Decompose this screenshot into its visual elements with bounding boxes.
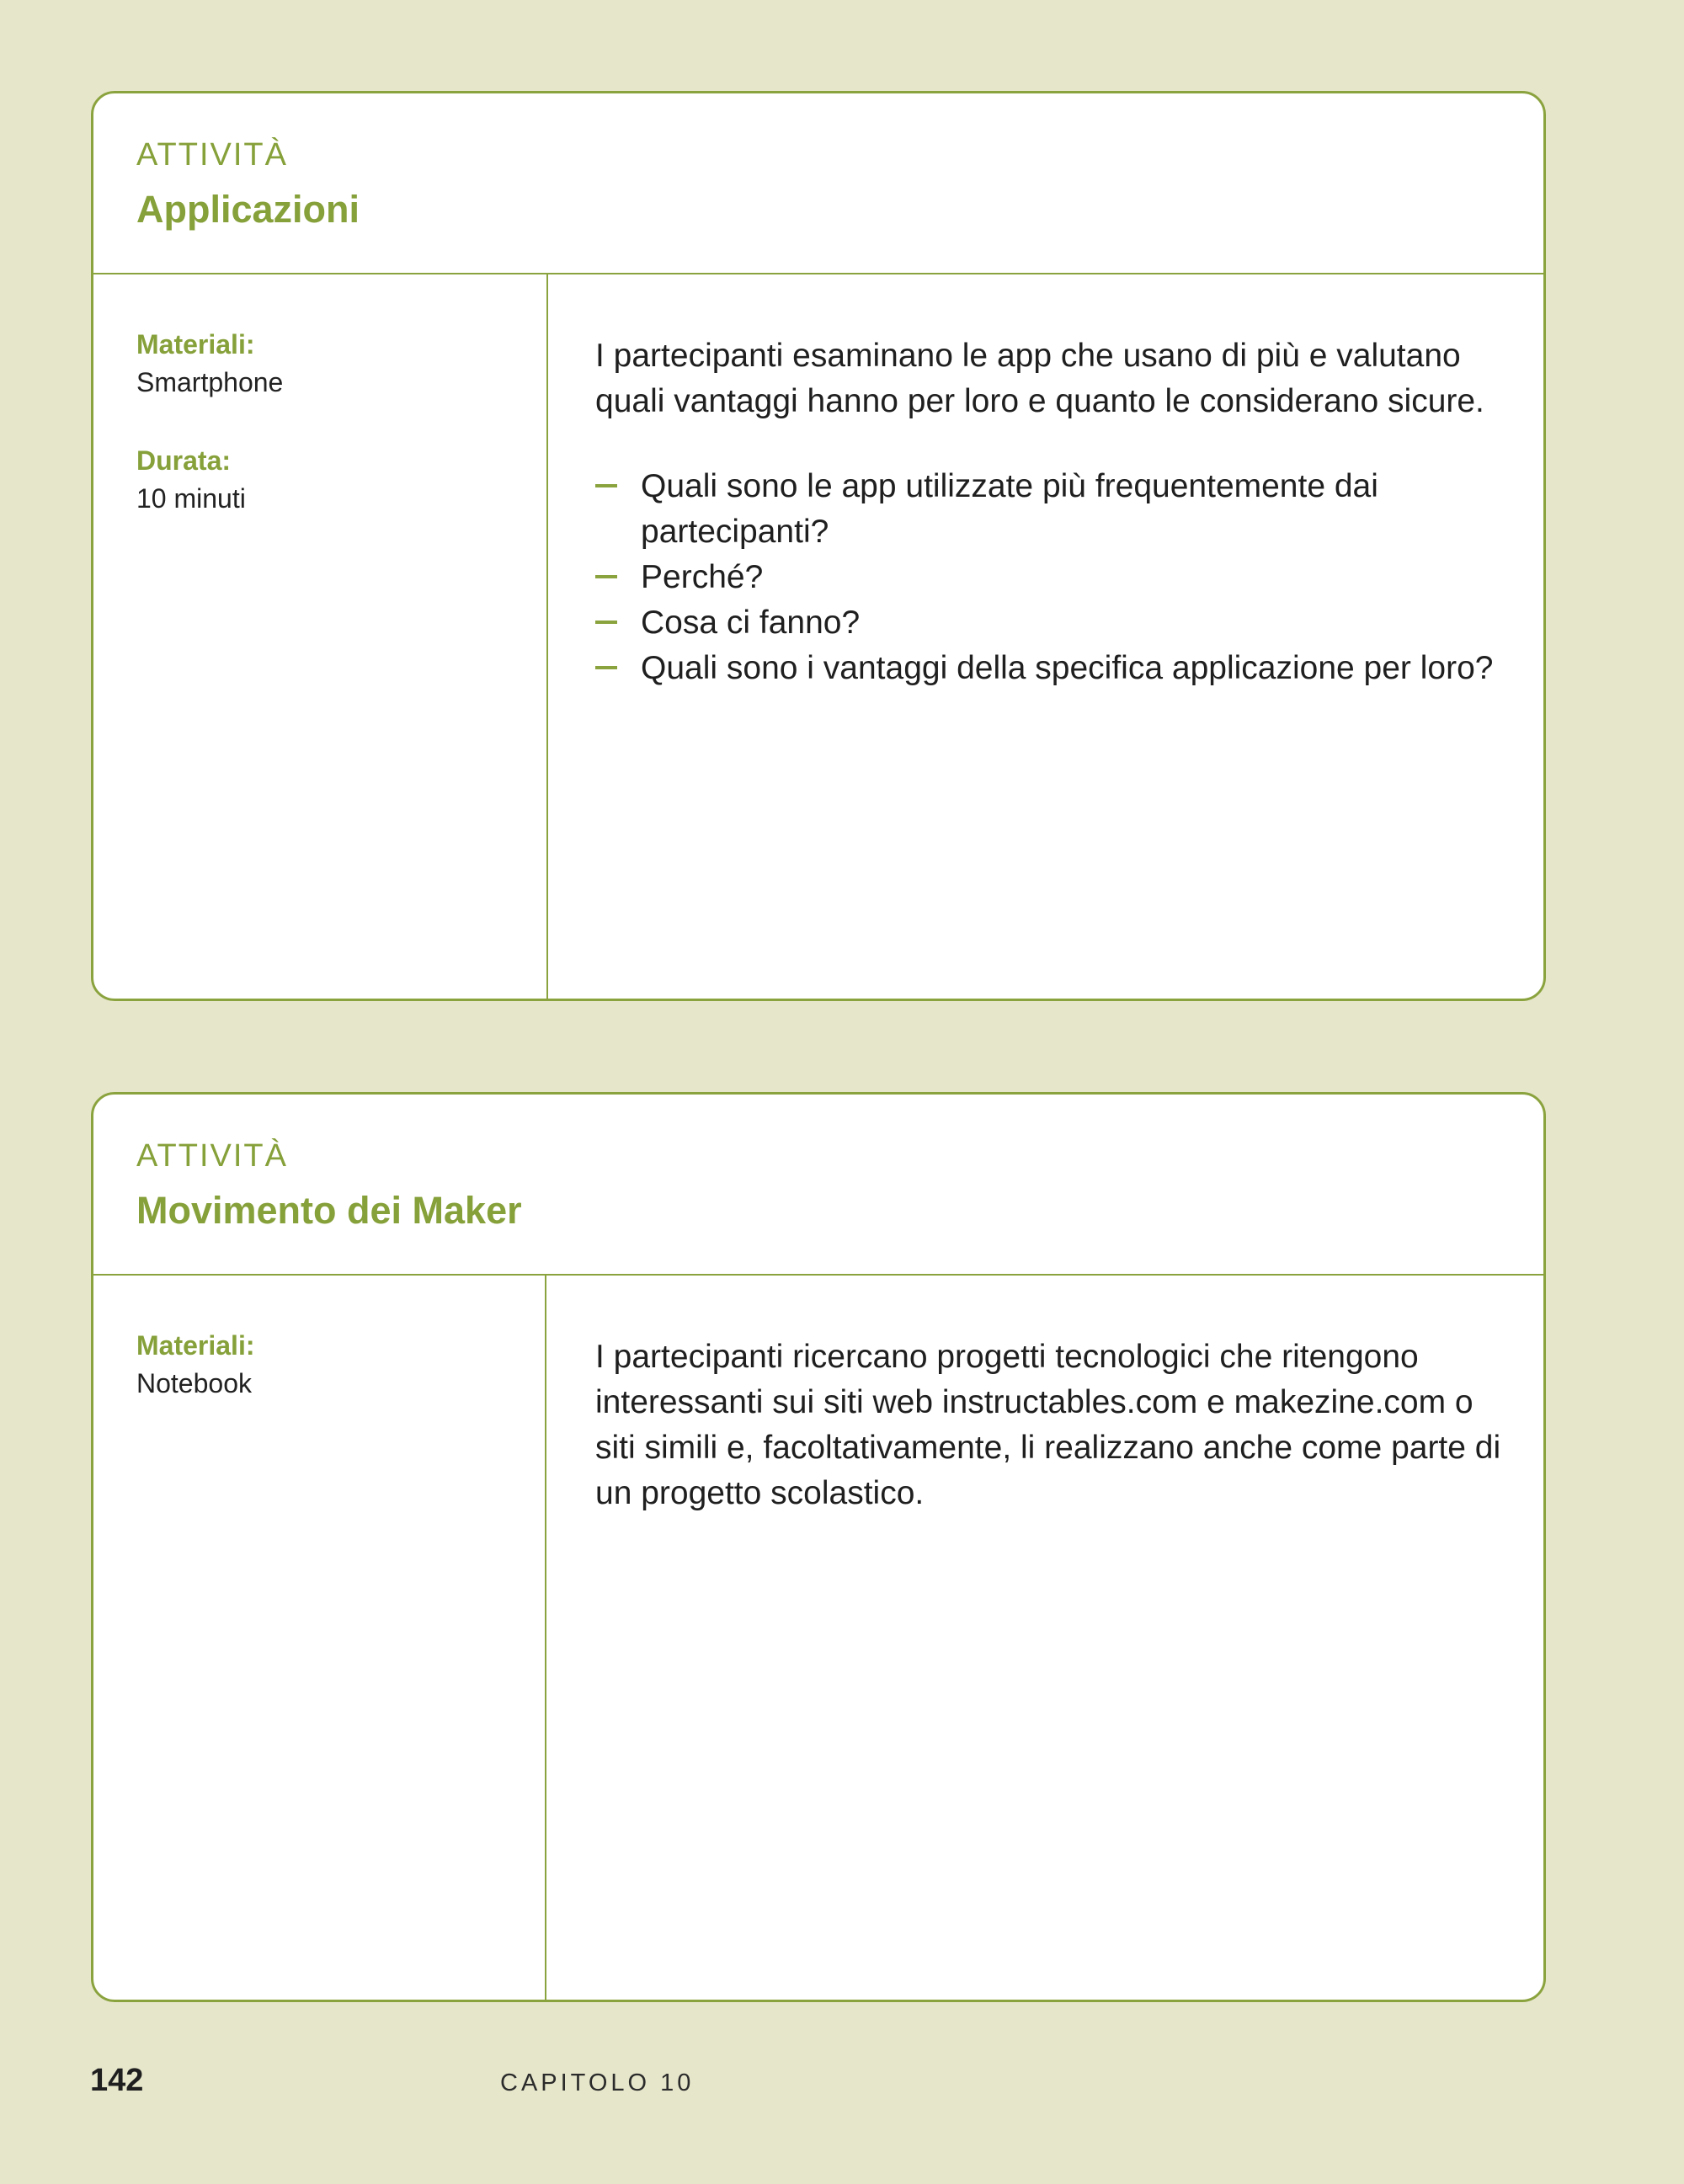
question-text: Perché? <box>641 559 764 595</box>
page-number: 142 <box>90 2063 144 2098</box>
question-text: Cosa ci fanno? <box>641 605 861 641</box>
activity-title: Movimento dei Maker <box>136 1189 522 1232</box>
materials-label: Materiali: <box>136 1330 255 1361</box>
activity-kicker: ATTIVITÀ <box>136 137 288 173</box>
chapter-label: CAPITOLO 10 <box>500 2069 695 2096</box>
question-item <box>595 555 1505 600</box>
activity-content <box>595 274 1501 999</box>
activity-header <box>93 1095 1543 1276</box>
activity-kicker: ATTIVITÀ <box>136 1138 288 1174</box>
activity-description: I partecipanti esaminano le app che usano di più e valutano quali vantaggi hanno per loro e quanto le considerano sicure. <box>595 338 1484 419</box>
activity-sidebar <box>93 1276 546 2000</box>
dash-bullet-icon <box>595 575 617 578</box>
dash-bullet-icon <box>595 621 617 624</box>
duration-label: Durata: <box>136 445 232 476</box>
materials-label: Materiali: <box>136 329 255 360</box>
question-text: Quali sono i vantaggi della specifica applicazione per loro? <box>641 650 1494 686</box>
activity-card-maker <box>91 1092 1546 2002</box>
dash-bullet-icon <box>595 484 617 487</box>
question-item <box>595 464 1505 555</box>
activity-sidebar <box>93 274 548 999</box>
activity-header <box>93 93 1543 274</box>
question-item <box>595 646 1505 691</box>
activity-card-applicazioni <box>91 91 1546 1001</box>
duration-value: 10 minuti <box>136 483 246 514</box>
question-text: Quali sono le app utilizzate più frequentemente dai partecipanti? <box>641 468 1378 550</box>
materials-value: Notebook <box>136 1368 252 1398</box>
activity-title: Applicazioni <box>136 188 360 231</box>
question-item <box>595 600 1505 646</box>
question-list <box>595 464 1505 691</box>
activity-description: I partecipanti ricercano progetti tecnologici che ritengono interessanti sui siti web instructables.com e makezine.com o siti simili e, facoltativamente, li realizzano anche come parte di un progetto scolastico. <box>595 1339 1501 1511</box>
dash-bullet-icon <box>595 666 617 669</box>
activity-content <box>595 1276 1501 2000</box>
materials-value: Smartphone <box>136 367 284 397</box>
